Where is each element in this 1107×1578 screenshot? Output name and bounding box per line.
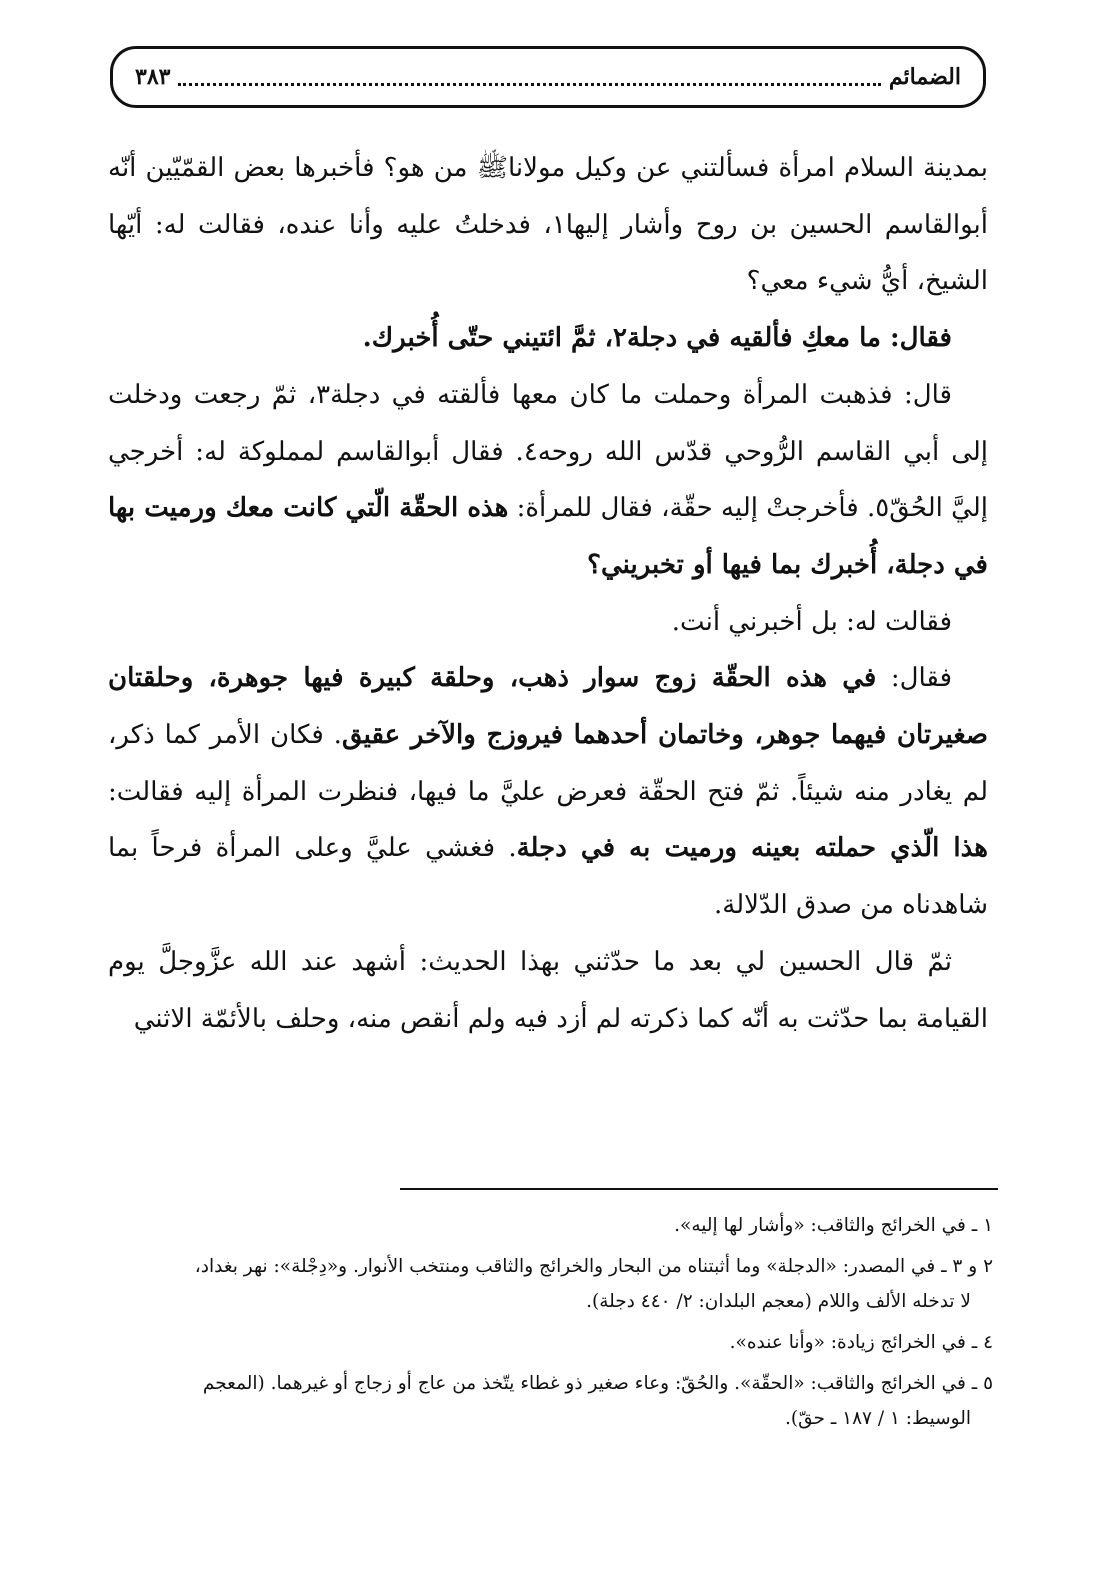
footnote-2-3-text: ٢ و ٣ ـ في المصدر: «الدجلة» وما أثبتناه من البحار والخرائج والثاقب ومنتخب الأنوار. و«دِجْلة»: نهر بغداد، [194,1256,993,1277]
footnote-5-text: ٥ ـ في الخرائج والثاقب: «الحقّة». والحُقّ: وعاء صغير ذو غطاء يتّخذ من عاج أو زجاج أو غيرهما. (المعجم [202,1373,993,1394]
paragraph-5-text-c: . فغشي عليَّ وعلى المرأة فرحاً بما شاهدناه من صدق الدّلالة. [108,833,988,921]
paragraph-2-text: فقال: ما معكِ فألقيه في دجلة٢، ثمَّ ائتيني حتّى أُخبرك. [362,323,952,354]
page-number: ٣٨٣ [135,64,171,90]
paragraph-2 [108,310,988,367]
header-dot-leader [178,69,880,86]
footnote-2-3 [108,1249,993,1319]
paragraph-5-bold-2: هذا الّذي حملته بعينه ورميت به في دجلة [516,833,989,864]
footnote-5-continuation: الوسيط: ١ / ١٨٧ ـ حقّ). [785,1408,971,1429]
footnote-5 [108,1366,993,1436]
header-title: الضمائم [888,64,961,90]
footnote-4: ٤ ـ في الخرائج زيادة: «وأنا عنده». [729,1332,993,1353]
paragraph-3-text: قال: فذهبت المرأة وحملت ما كان معها فألقته في دجلة٣، ثمّ رجعت ودخلت إلى أبي القاسم الرُّوحي قدّس الله روحه٤. فقال أبوالقاسم لمملوكة له: أخرجي إليَّ الحُقّ٥. فأخرجتْ إليه حقّة، فقال للمرأة: [108,379,989,524]
paragraph-3 [108,367,988,594]
paragraph-5 [108,650,988,934]
paragraph-4: فقالت له: بل أخبرني أنت. [671,606,952,637]
paragraph-5-text-b: . فكان الأمر كما ذكر، لم يغادر منه شيئاً. ثمّ فتح الحقّة فعرض عليَّ ما فيها، فنظرت المرأة إليه فقالت: [108,720,988,807]
footnote-separator [400,1188,998,1190]
running-header [110,46,986,108]
paragraph-3-bold: هذه الحقّة الّتي كانت معك ورميت بها في دجلة، أُخبرك بما فيها أو تخبريني؟ [108,493,988,580]
paragraph-6: ثمّ قال الحسين لي بعد ما حدّثني بهذا الحديث: أشهد عند الله عزَّوجلَّ يوم القيامة بما حدّثت به أنّه كما ذكرته لم أزد فيه ولم أنقص منه، وحلف بالأئمّة الاثني [108,946,988,1034]
paragraph-5-bold: في هذه الحقّة زوج سوار ذهب، وحلقة كبيرة فيها جوهرة، وحلقتان صغيرتان فيهما جوهر، وخاتمان أحدهما فيروزج والآخر عقيق [108,663,988,751]
footnotes [108,1208,993,1442]
paragraph-1: بمدينة السلام امرأة فسألتني عن وكيل مولاناﷺ من هو؟ فأخبرها بعض القمّيّين أنّه أبوالقاسم الحسين بن روح وأشار إليها١، فدخلتُ عليه وأنا عنده، فقالت له: أيّها الشيخ، أيُّ شيء معي؟ [108,153,988,297]
paragraph-5-text-a: فقال: [876,663,953,694]
footnote-1: ١ ـ في الخرائج والثاقب: «وأشار لها إليه». [674,1215,993,1236]
main-text [108,140,988,1047]
footnote-2-3-continuation: لا تدخله الألف واللام (معجم البلدان: ٢/ ٤٤٠ دجلة). [586,1291,971,1312]
